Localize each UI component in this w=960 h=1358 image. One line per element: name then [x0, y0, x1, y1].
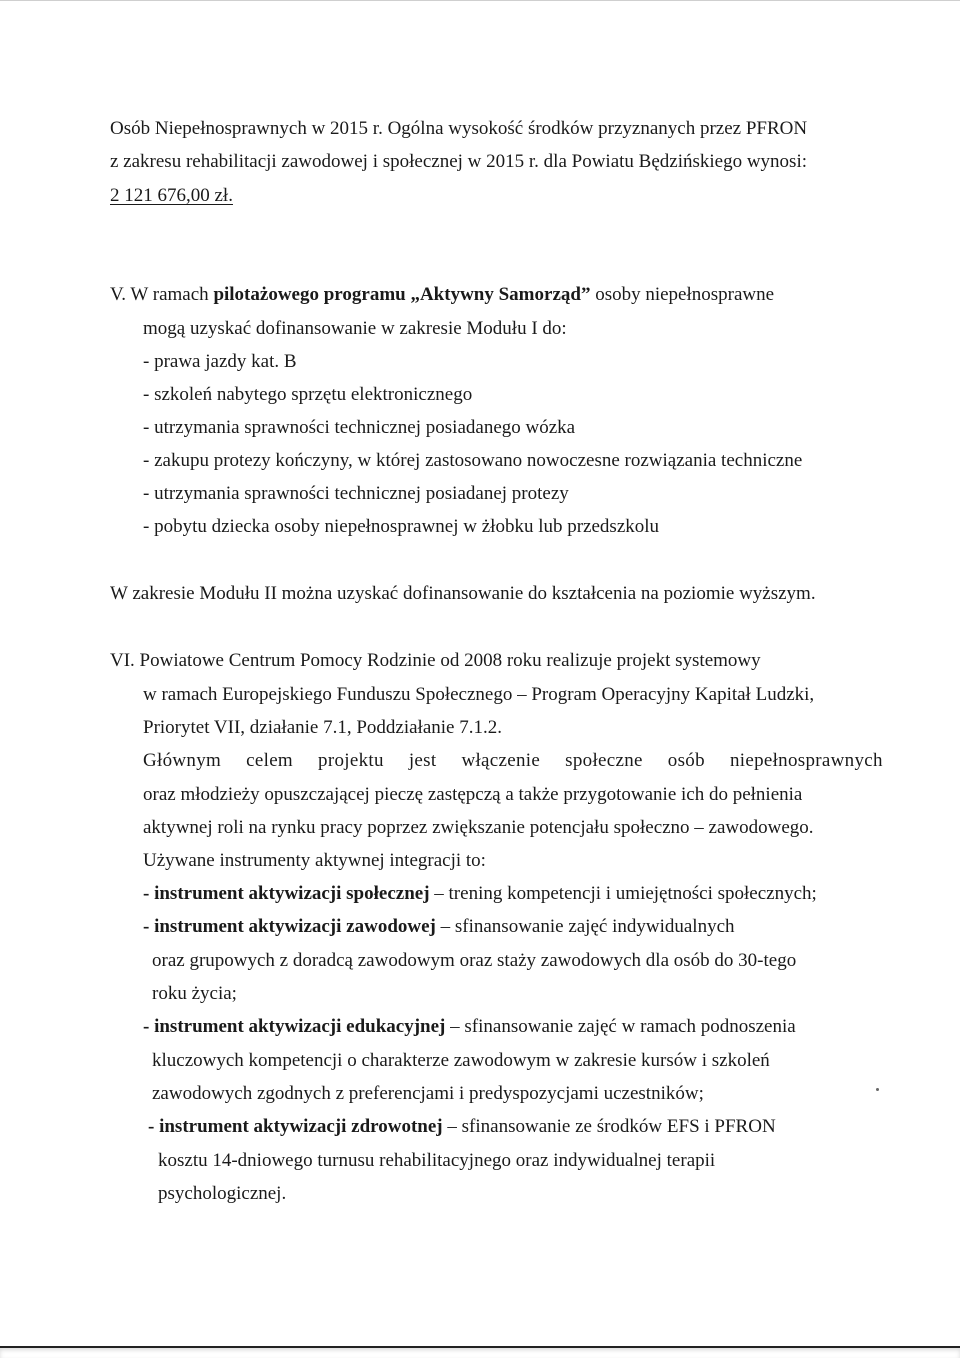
intro-line-1: Osób Niepełnosprawnych w 2015 r. Ogólna wysokość środków przyznanych przez PFRON — [110, 118, 808, 139]
instrument-desc: – sfinansowanie zajęć w ramach podnoszenia — [445, 1016, 796, 1037]
instrument-name: - instrument aktywizacji zawodowej — [143, 916, 436, 937]
goal-line-1: Głównym celem projektu jest włączenie społeczne osób niepełnosprawnych — [143, 750, 883, 771]
instrument-continuation: roku życia; — [152, 983, 237, 1004]
section-v-rest: osoby niepełnosprawne — [590, 284, 775, 305]
section-vi-line-2: w ramach Europejskiego Funduszu Społecznego – Program Operacyjny Kapitał Ludzki, — [143, 684, 815, 705]
instrument-health — [148, 1116, 776, 1139]
total-amount: 2 121 676,00 zł. — [110, 185, 233, 206]
instrument-continuation: kluczowych kompetencji o charakterze zawodowym w zakresie kursów i szkoleń — [152, 1050, 770, 1071]
module2-paragraph: W zakresie Modułu II można uzyskać dofinansowanie do kształcenia na poziomie wyższym. — [110, 583, 816, 604]
instrument-vocational — [143, 916, 735, 939]
instrument-desc: – sfinansowanie ze środków EFS i PFRON — [442, 1116, 776, 1137]
intro-line-2: z zakresu rehabilitacji zawodowej i społecznej w 2015 r. dla Powiatu Będzińskiego wynosi: — [110, 151, 808, 172]
module1-item: - utrzymania sprawności technicznej posiadanej protezy — [143, 483, 569, 504]
scan-edge-top — [0, 0, 960, 1]
instrument-name: - instrument aktywizacji edukacyjnej — [143, 1016, 446, 1037]
instrument-social — [143, 883, 817, 906]
instrument-educational — [143, 1016, 796, 1039]
instrument-continuation: oraz grupowych z doradcą zawodowym oraz staży zawodowych dla osób do 30-tego — [152, 950, 797, 971]
goal-line-2: oraz młodzieży opuszczającej pieczę zastępczą a także przygotowanie ich do pełnienia — [143, 784, 803, 805]
module1-item: - szkoleń nabytego sprzętu elektronicznego — [143, 384, 473, 405]
section-vi-line-3: Priorytet VII, działanie 7.1, Poddziałanie 7.1.2. — [143, 717, 502, 738]
scan-speck — [876, 1088, 879, 1091]
module1-item: - prawa jazdy kat. B — [143, 351, 297, 372]
instrument-name: - instrument aktywizacji zdrowotnej — [148, 1116, 443, 1137]
section-v-prefix: V. W ramach — [110, 284, 214, 305]
instrument-continuation: zawodowych zgodnych z preferencjami i predyspozycjami uczestników; — [152, 1083, 704, 1104]
section-v-heading — [110, 284, 774, 307]
program-name: pilotażowego programu „Aktywny Samorząd” — [213, 284, 591, 305]
module1-item: - utrzymania sprawności technicznej posiadanego wózka — [143, 417, 576, 438]
instrument-desc: – trening kompetencji i umiejętności społecznych; — [429, 883, 817, 904]
instrument-desc: – sfinansowanie zajęć indywidualnych — [435, 916, 735, 937]
instrument-continuation: kosztu 14-dniowego turnusu rehabilitacyjnego oraz indywidualnej terapii — [158, 1150, 716, 1171]
goal-line-3: aktywnej roli na rynku pracy poprzez zwiększanie potencjału społeczno – zawodowego. — [143, 817, 814, 838]
module1-item: - pobytu dziecka osoby niepełnosprawnej w żłobku lub przedszkolu — [143, 516, 660, 537]
section-vi-line-1: VI. Powiatowe Centrum Pomocy Rodzinie od 2008 roku realizuje projekt systemowy — [110, 650, 761, 671]
instruments-intro: Używane instrumenty aktywnej integracji to: — [143, 850, 486, 871]
section-v-line-2: mogą uzyskać dofinansowanie w zakresie Modułu I do: — [143, 318, 567, 339]
module1-item: - zakupu protezy kończyny, w której zastosowano nowoczesne rozwiązania techniczne — [143, 450, 803, 471]
instrument-continuation: psychologicznej. — [158, 1183, 287, 1204]
scan-edge-bottom — [0, 1346, 960, 1358]
instrument-name: - instrument aktywizacji społecznej — [143, 883, 430, 904]
